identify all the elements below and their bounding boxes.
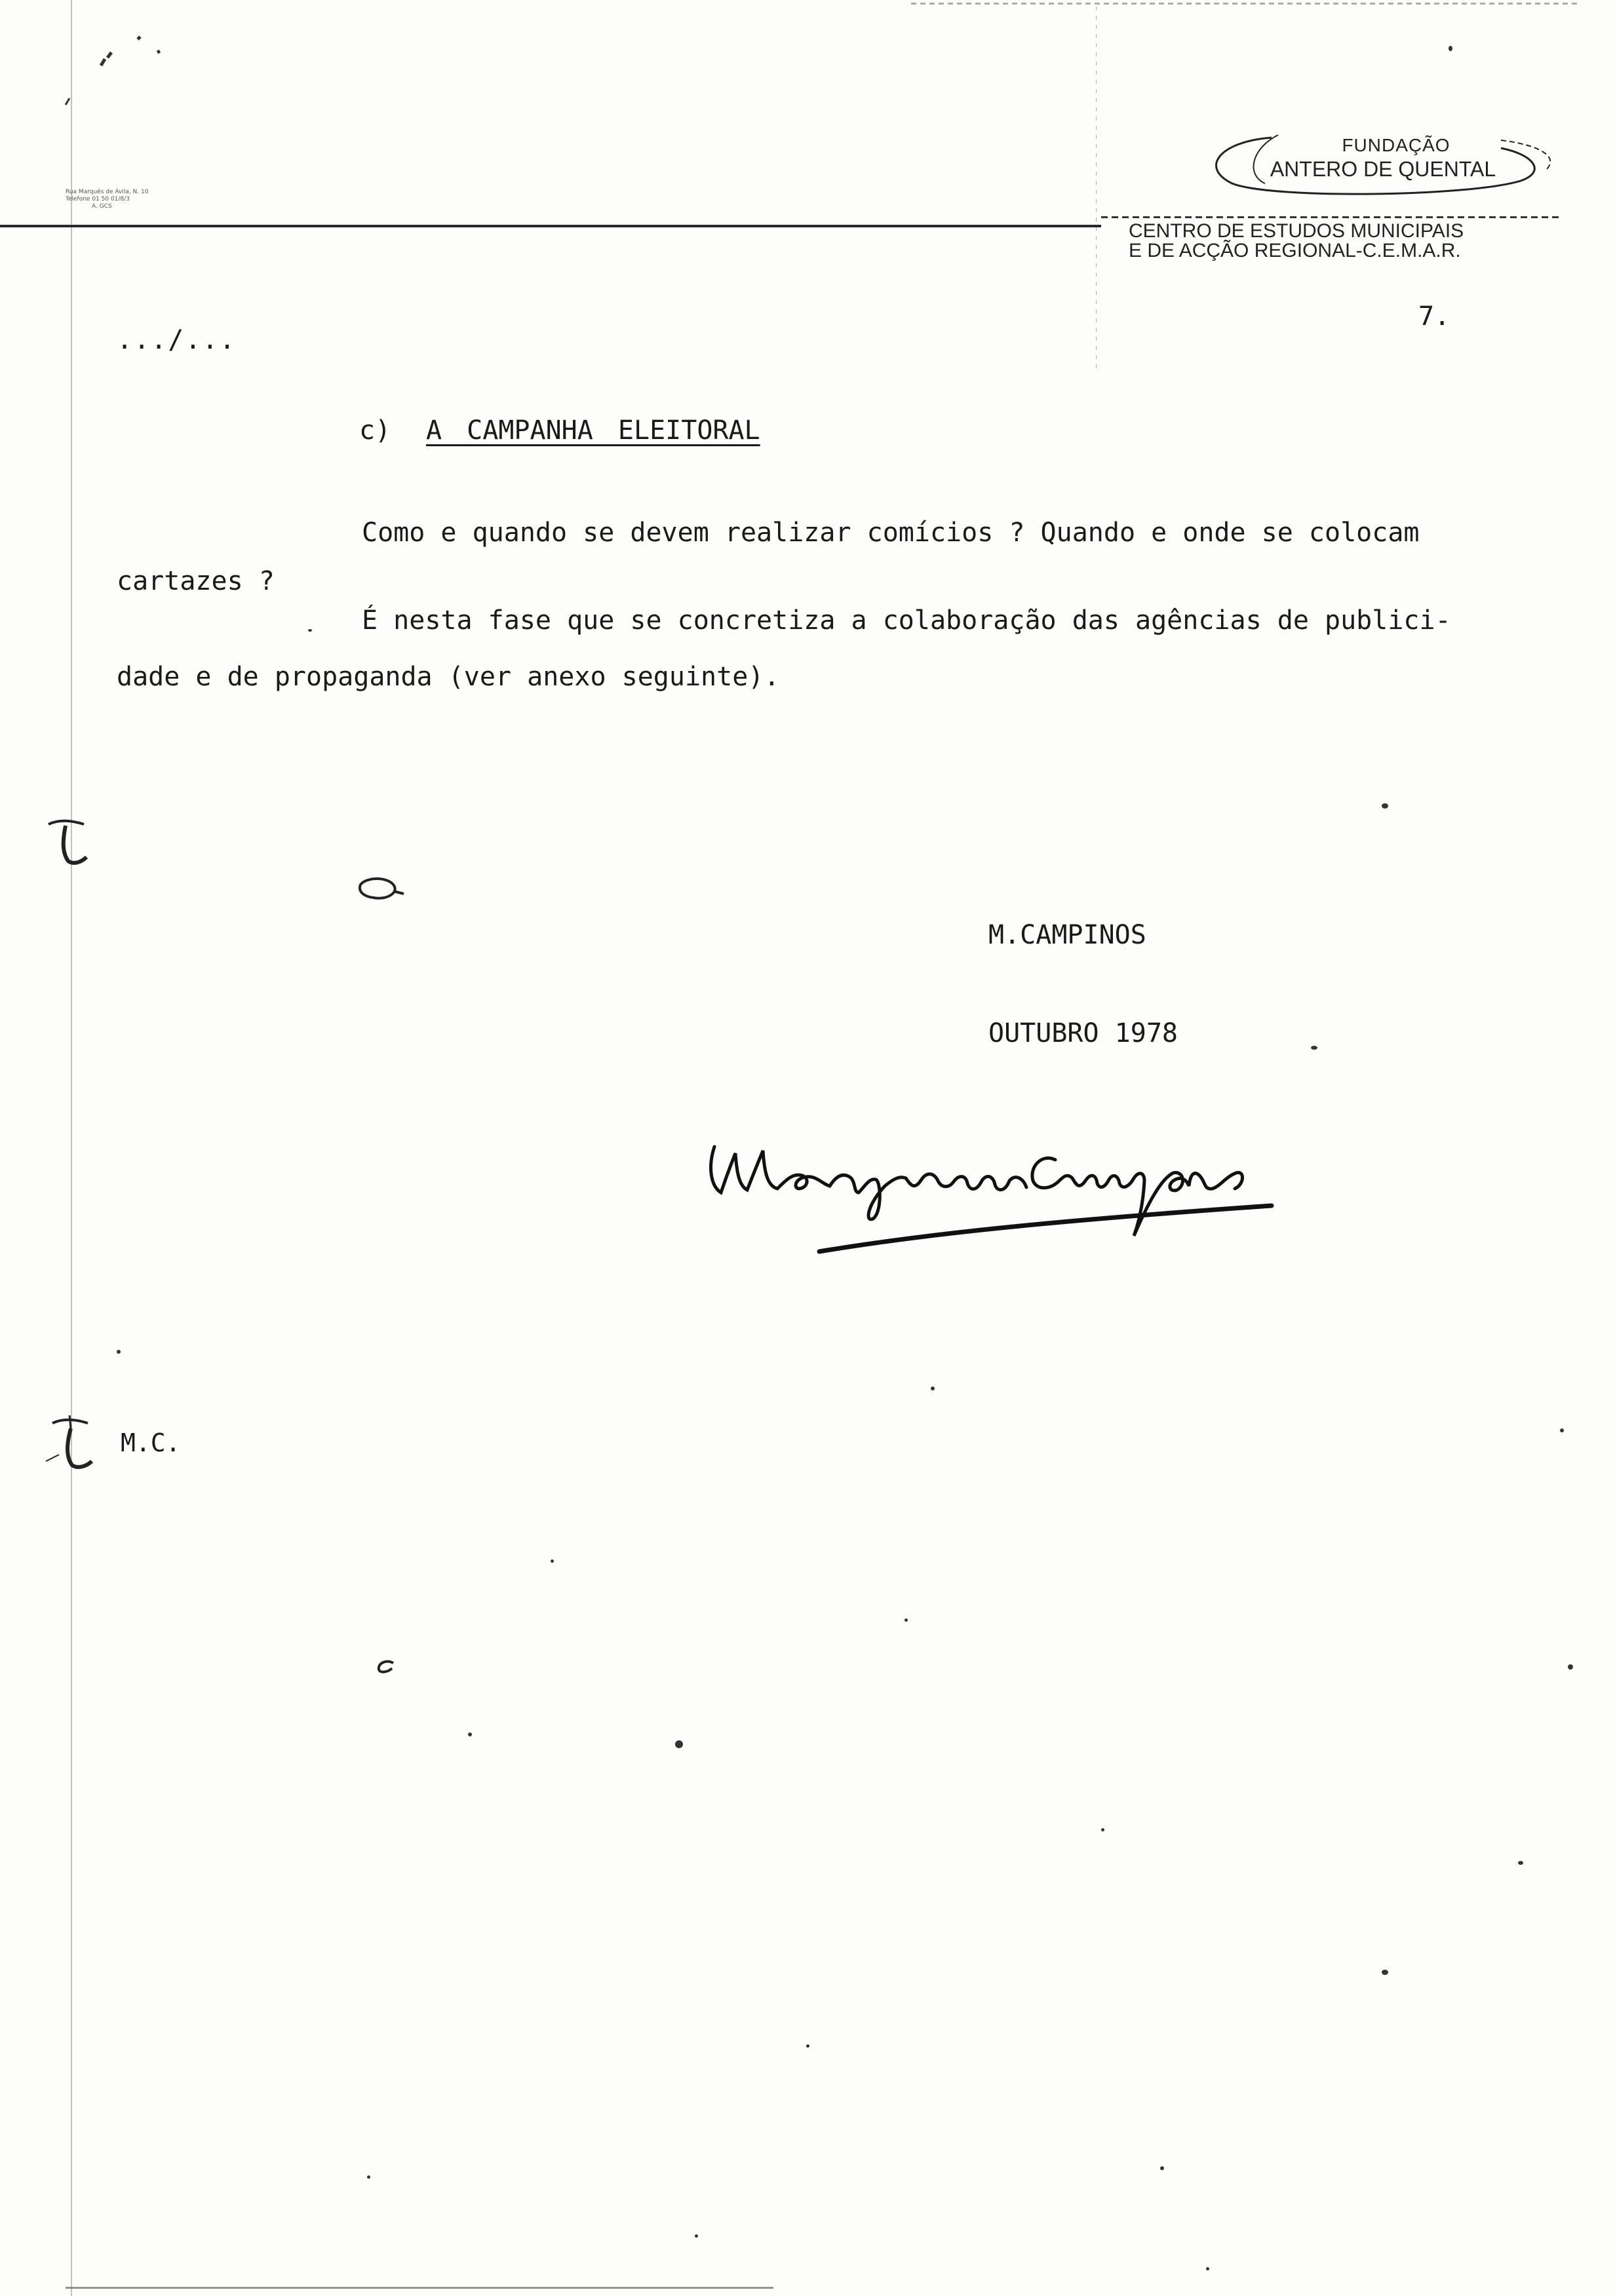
centre-name-line-1: CENTRO DE ESTUDOS MUNICIPAIS — [1129, 220, 1464, 242]
body-line: É nesta fase que se concretiza a colaboração das agências de publici- — [362, 605, 1451, 636]
bottom-scan-edge — [66, 2287, 773, 2289]
foundation-logo — [1193, 128, 1560, 201]
handwritten-signature — [662, 1107, 1291, 1271]
centre-name-line-2: E DE ACÇÃO REGIONAL-C.E.M.A.R. — [1129, 240, 1461, 261]
small-loop-mark — [374, 1658, 400, 1677]
speck — [675, 1740, 683, 1748]
body-line: dade e de propaganda (ver anexo seguinte). — [117, 662, 780, 692]
speck — [931, 1387, 935, 1390]
logo-line-2: ANTERO DE QUENTAL — [1270, 157, 1496, 181]
speck — [1206, 2267, 1209, 2270]
centre-name — [1129, 221, 1464, 261]
address-line: A. GCS — [92, 203, 112, 210]
speck — [1101, 1828, 1104, 1831]
speck — [117, 1350, 121, 1354]
speck — [806, 2044, 809, 2048]
page-number: 7. — [1418, 301, 1450, 332]
speck — [1382, 1970, 1388, 1975]
section-letter: c) — [359, 415, 391, 446]
speck — [1449, 46, 1452, 51]
left-scan-edge — [71, 0, 72, 2296]
speck — [468, 1732, 472, 1736]
corner-marks — [39, 26, 170, 131]
address-line: Telefone 01 50 01/8/3 — [66, 196, 130, 202]
initials: M.C. — [121, 1428, 181, 1457]
speck — [1311, 1046, 1317, 1050]
fold-line — [1096, 7, 1097, 373]
speck — [1560, 1428, 1564, 1432]
top-scan-edge — [911, 3, 1580, 5]
body-line: cartazes ? — [117, 566, 275, 596]
header-rule-dashed — [1101, 216, 1560, 218]
header-rule — [0, 225, 1101, 227]
speck — [695, 2234, 698, 2238]
margin-mark-1 — [39, 813, 98, 871]
hole-punch-mark — [354, 871, 413, 911]
logo-line-1: FUNDAÇÃO — [1342, 135, 1450, 155]
speck — [308, 629, 312, 632]
letterhead-address — [66, 189, 249, 210]
section-title: A CAMPANHA ELEITORAL — [426, 415, 760, 446]
speck — [905, 1618, 908, 1622]
speck — [1382, 803, 1388, 809]
speck — [1568, 1664, 1573, 1670]
body-line: Como e quando se devem realizar comícios ? Quando e onde se colocam — [362, 518, 1420, 548]
speck — [551, 1559, 554, 1563]
author-date: OUTUBRO 1978 — [988, 1018, 1178, 1048]
author-name: M.CAMPINOS — [988, 920, 1146, 950]
speck — [1518, 1861, 1523, 1865]
margin-mark-2 — [39, 1409, 105, 1481]
speck — [1160, 2166, 1164, 2170]
speck — [367, 2175, 370, 2179]
continuation-mark: .../... — [117, 325, 237, 355]
address-line: Rua Marquês de Ávila, N. 10 — [66, 189, 149, 195]
